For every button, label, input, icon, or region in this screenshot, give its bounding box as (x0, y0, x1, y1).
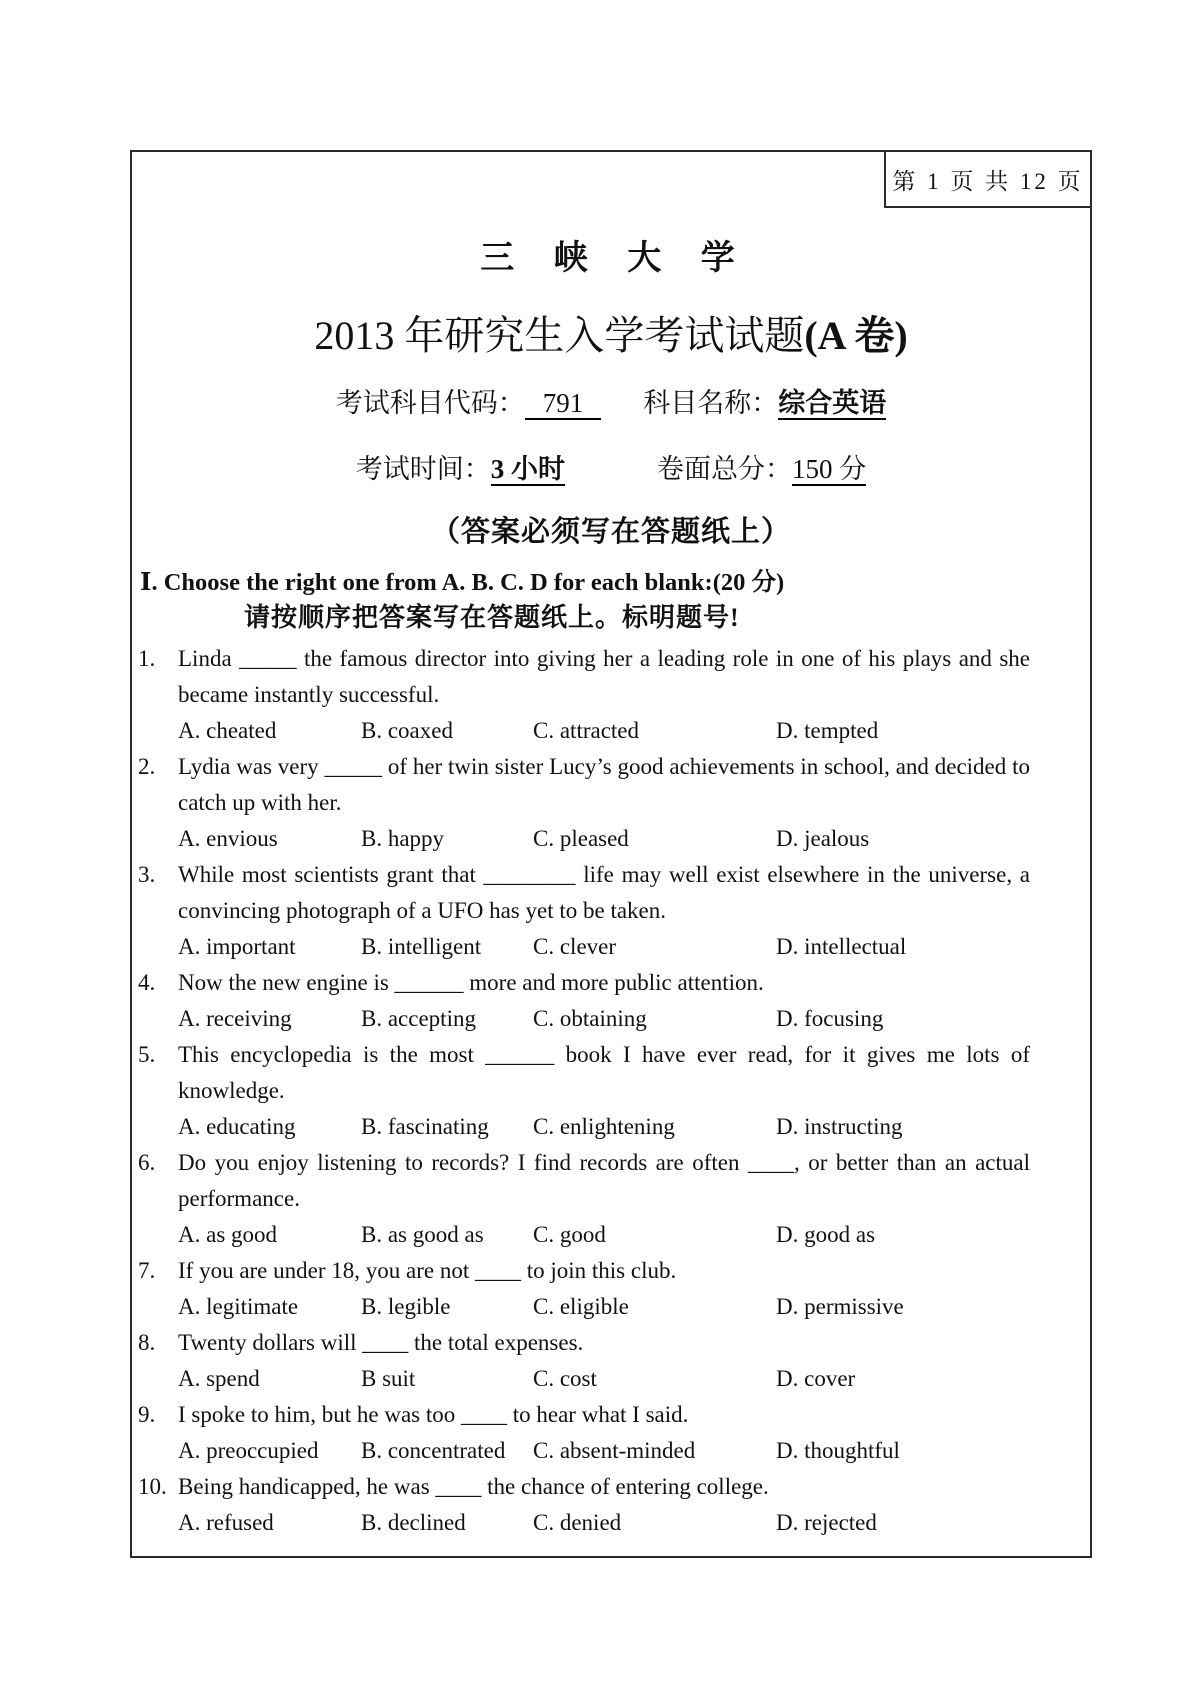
question-10 (138, 1469, 1030, 1541)
section1-heading: Ⅰ. Choose the right one from A. B. C. D for each blank:(20 分) (140, 569, 785, 596)
option-c: C. pleased (533, 826, 629, 851)
question-number: 2. (138, 754, 156, 779)
option-a: A. envious (178, 826, 278, 851)
option-c: C. cost (533, 1366, 597, 1391)
question-options (178, 1001, 1030, 1037)
university-title: 三 峡 大 学 (480, 240, 742, 277)
question-stem: While most scientists grant that ________ life may well exist elsewhere in the universe, a convincing photograph of a UFO has yet to be taken. (178, 862, 1030, 923)
question-number: 6. (138, 1150, 156, 1175)
option-d: D. good as (776, 1222, 876, 1247)
option-a: A. receiving (178, 1006, 292, 1031)
subject-name-label: 科目名称： (643, 388, 779, 418)
question-number: 10. (138, 1474, 167, 1499)
question-number: 3. (138, 862, 156, 887)
exam-sheet-border (130, 150, 1092, 1558)
option-a: A. as good (178, 1222, 278, 1247)
option-a: A. refused (178, 1510, 274, 1535)
option-a: A. legitimate (178, 1294, 299, 1319)
question-options (178, 821, 1030, 857)
option-b: B. intelligent (361, 934, 482, 959)
option-c: C. absent-minded (533, 1438, 696, 1463)
question-stem: Do you enjoy listening to records? I find records are often ____, or better than an actual performance. (178, 1150, 1030, 1211)
exam-title-suffix: (A 卷) (804, 313, 908, 358)
question-number: 4. (138, 970, 156, 995)
option-b: B. declined (361, 1510, 466, 1535)
option-b: B. accepting (361, 1006, 476, 1031)
total-score-value: 150 分 (792, 454, 867, 484)
option-c: C. clever (533, 934, 617, 959)
question-list (138, 641, 1030, 1541)
option-d: D. tempted (776, 718, 879, 743)
page-number-text: 第 1 页 共 12 页 (892, 168, 1084, 194)
exam-time-value: 3 小时 (490, 454, 565, 484)
option-d: D. instructing (776, 1114, 903, 1139)
question-number: 8. (138, 1330, 156, 1355)
question-options (178, 929, 1030, 965)
time-score-line (132, 451, 1090, 487)
option-b: B suit (361, 1366, 416, 1391)
option-d: D. cover (776, 1366, 856, 1391)
subject-name-value: 综合英语 (778, 388, 887, 418)
option-a: A. cheated (178, 718, 277, 743)
option-c: C. denied (533, 1510, 622, 1535)
option-a: A. important (178, 934, 296, 959)
question-5 (138, 1037, 1030, 1145)
option-a: A. preoccupied (178, 1438, 319, 1463)
option-d: D. thoughtful (776, 1438, 900, 1463)
question-number: 5. (138, 1042, 156, 1067)
question-stem: This encyclopedia is the most ______ book I have ever read, for it gives me lots of knowledge. (178, 1042, 1030, 1103)
question-6 (138, 1145, 1030, 1253)
question-stem: If you are under 18, you are not ____ to join this club. (178, 1258, 677, 1283)
option-a: A. spend (178, 1366, 260, 1391)
question-options (178, 713, 1030, 749)
question-stem: Twenty dollars will ____ the total expenses. (178, 1330, 584, 1355)
subject-line (132, 385, 1090, 421)
subject-code-label: 考试科目代码： (335, 388, 525, 418)
option-d: D. intellectual (776, 934, 907, 959)
option-b: B. happy (361, 826, 445, 851)
question-number: 9. (138, 1402, 156, 1427)
question-stem: Lydia was very _____ of her twin sister Lucy’s good achievements in school, and decided to catch up with her. (178, 754, 1030, 815)
option-c: C. good (533, 1222, 606, 1247)
question-number: 1. (138, 646, 156, 671)
question-stem: Linda _____ the famous director into giving her a leading role in one of his plays and she became instantly successful. (178, 646, 1030, 707)
option-b: B. as good as (361, 1222, 484, 1247)
total-score-label: 卷面总分： (657, 454, 792, 484)
question-stem: Now the new engine is ______ more and more public attention. (178, 970, 764, 995)
question-number: 7. (138, 1258, 156, 1283)
subject-code-value: 791 (525, 388, 602, 420)
option-c: C. eligible (533, 1294, 629, 1319)
question-9 (138, 1397, 1030, 1469)
question-options (178, 1361, 1030, 1397)
question-2 (138, 749, 1030, 857)
option-a: A. educating (178, 1114, 296, 1139)
option-b: B. legible (361, 1294, 451, 1319)
option-c: C. obtaining (533, 1006, 647, 1031)
option-b: B. fascinating (361, 1114, 489, 1139)
option-b: B. coaxed (361, 718, 453, 743)
question-7 (138, 1253, 1030, 1325)
option-b: B. concentrated (361, 1438, 506, 1463)
option-c: C. enlightening (533, 1114, 675, 1139)
option-d: D. rejected (776, 1510, 877, 1535)
option-c: C. attracted (533, 718, 640, 743)
option-d: D. focusing (776, 1006, 884, 1031)
option-d: D. jealous (776, 826, 870, 851)
exam-title-main: 2013 年研究生入学考试试题 (314, 313, 805, 358)
question-options (178, 1289, 1030, 1325)
page-number-box (884, 150, 1092, 208)
section1-instruction: 请按顺序把答案写在答题纸上。标明题号! (244, 603, 740, 632)
question-4 (138, 965, 1030, 1037)
question-stem: Being handicapped, he was ____ the chance of entering college. (178, 1474, 769, 1499)
question-options (178, 1109, 1030, 1145)
exam-time-label: 考试时间： (355, 454, 491, 484)
question-options (178, 1433, 1030, 1469)
option-d: D. permissive (776, 1294, 904, 1319)
question-options (178, 1505, 1030, 1541)
answer-note: （答案必须写在答题纸上） (430, 516, 791, 548)
exam-title (132, 312, 1090, 360)
question-stem: I spoke to him, but he was too ____ to hear what I said. (178, 1402, 689, 1427)
question-options (178, 1217, 1030, 1253)
question-8 (138, 1325, 1030, 1397)
question-3 (138, 857, 1030, 965)
question-1 (138, 641, 1030, 749)
